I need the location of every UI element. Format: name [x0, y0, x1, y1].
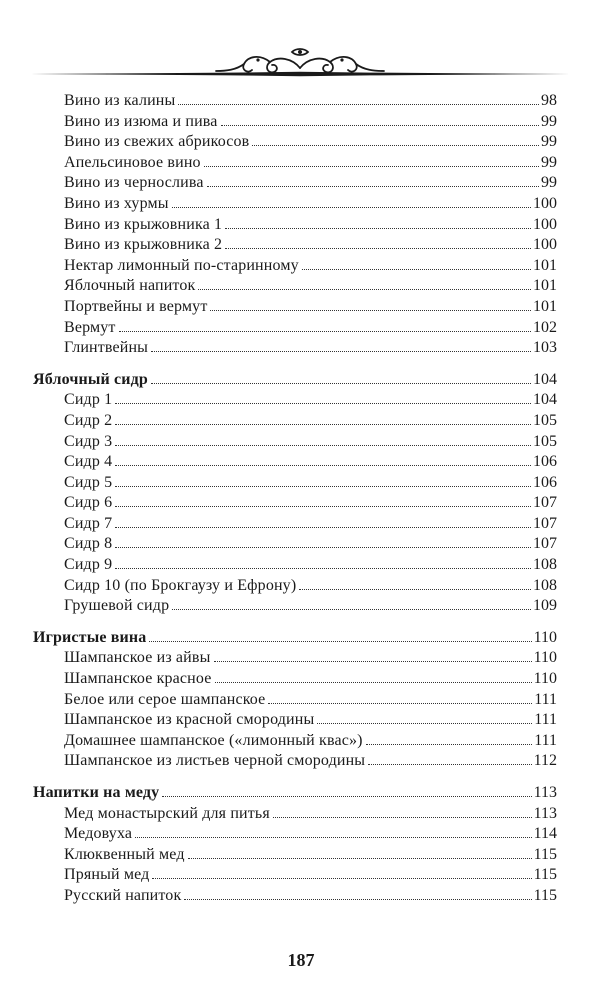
dot-leader [368, 763, 531, 765]
toc-entry-title: Клюквенный мед [64, 845, 185, 863]
toc-entry-title: Глинтвейны [64, 339, 149, 357]
toc-entry [33, 576, 557, 597]
toc-entry-title: Яблочный напиток [64, 277, 196, 295]
toc-entry-title: Шампанское из листьев черной смородины [64, 752, 366, 770]
toc-entry-page: 105 [533, 432, 557, 450]
toc-entry [33, 256, 557, 277]
dot-leader [115, 546, 531, 548]
toc-heading-title: Яблочный сидр [33, 370, 148, 388]
toc-entry [33, 865, 557, 886]
toc-entry-page: 112 [533, 752, 557, 770]
toc-heading-page: 110 [533, 628, 557, 646]
toc-entry [33, 824, 557, 845]
toc-entry-title: Сидр 1 [64, 391, 113, 409]
dot-leader [115, 423, 531, 425]
toc-entry [33, 235, 557, 256]
toc-entry [33, 452, 557, 473]
toc-entry-page: 104 [533, 391, 557, 409]
dot-leader [172, 206, 531, 208]
toc-entry-page: 102 [533, 318, 557, 336]
toc-entry [33, 731, 557, 752]
toc-entry-page: 101 [533, 277, 557, 295]
toc-entry-title: Сидр 6 [64, 494, 113, 512]
dot-leader [204, 165, 539, 167]
toc-entry-page: 114 [533, 825, 557, 843]
toc-entry [33, 112, 557, 133]
toc-entry-title: Сидр 5 [64, 473, 113, 491]
toc-entry-title: Сидр 4 [64, 453, 113, 471]
toc-entry-title: Сидр 7 [64, 514, 113, 532]
toc-entry-page: 99 [541, 133, 557, 151]
dot-leader [172, 608, 531, 610]
toc-entry-title: Шампанское красное [64, 670, 212, 688]
dot-leader [366, 743, 533, 745]
toc-entry-title: Пряный мед [64, 866, 150, 884]
toc-entry [33, 648, 557, 669]
page-number: 187 [287, 950, 315, 970]
dot-leader [207, 185, 539, 187]
toc-entry-title: Нектар лимонный по-старинному [64, 256, 299, 274]
toc-entry-page: 99 [541, 174, 557, 192]
dot-leader [115, 464, 531, 466]
dot-leader [214, 660, 532, 662]
dot-leader [115, 485, 531, 487]
toc-entry-title: Домашнее шампанское («лимонный квас») [64, 731, 363, 749]
toc-entry-title: Вино из свежих абрикосов [64, 133, 250, 151]
toc-entry-title: Сидр 9 [64, 556, 113, 574]
toc-entry-page: 111 [534, 731, 557, 749]
toc-entry [33, 297, 557, 318]
dot-leader [162, 795, 531, 797]
toc-entry [33, 411, 557, 432]
toc-entry-title: Медовуха [64, 825, 133, 843]
dot-leader [135, 836, 531, 838]
header-ornament-icon [30, 44, 570, 84]
dot-leader [115, 526, 531, 528]
toc-entry-page: 101 [533, 297, 557, 315]
dot-leader [302, 268, 531, 270]
toc-section-heading [33, 783, 557, 804]
dot-leader [188, 857, 532, 859]
toc-entry-title: Вино из чернослива [64, 174, 204, 192]
toc-entry-title: Грушевой сидр [64, 597, 170, 615]
toc-section-heading [33, 628, 557, 649]
dot-leader [317, 722, 532, 724]
toc-entry-title: Мед монастырский для питья [64, 804, 270, 822]
toc-entry-page: 108 [533, 576, 557, 594]
toc-entry [33, 473, 557, 494]
dot-leader [115, 402, 531, 404]
toc-entry [33, 710, 557, 731]
toc-entry-page: 100 [533, 194, 557, 212]
toc-entry [33, 669, 557, 690]
dot-leader [225, 247, 531, 249]
dot-leader [252, 144, 539, 146]
toc-entry-page: 98 [541, 92, 557, 109]
toc-entry [33, 194, 557, 215]
toc-entry-page: 101 [533, 256, 557, 274]
toc-entry-page: 109 [533, 597, 557, 615]
toc-entry-title: Апельсиновое вино [64, 153, 201, 171]
toc-entry [33, 534, 557, 555]
toc-entry-title: Сидр 10 (по Брокгаузу и Ефрону) [64, 576, 297, 594]
dot-leader [221, 124, 539, 126]
toc-entry-title: Белое или серое шампанское [64, 690, 266, 708]
dot-leader [119, 330, 531, 332]
dot-leader [151, 382, 531, 384]
dot-leader [215, 681, 532, 683]
toc-entry-page: 108 [533, 556, 557, 574]
toc-entry [33, 153, 557, 174]
toc-entry-page: 99 [541, 153, 557, 171]
toc-entry [33, 555, 557, 576]
toc-entry-title: Шампанское из айвы [64, 649, 211, 667]
toc-entry-page: 106 [533, 473, 557, 491]
toc-section-sparkling-wines [33, 628, 557, 772]
toc-entry-title: Вино из крыжовника 2 [64, 236, 223, 254]
toc-entry-page: 106 [533, 453, 557, 471]
toc-entry-title: Вино из изюма и пива [64, 112, 218, 130]
toc-entry-title: Сидр 3 [64, 432, 113, 450]
toc-entry-page: 105 [533, 411, 557, 429]
toc-entry [33, 804, 557, 825]
toc-entry-page: 115 [533, 886, 557, 904]
toc-heading-title: Игристые вина [33, 628, 147, 646]
toc-entry-title: Сидр 8 [64, 535, 113, 553]
dot-leader [268, 702, 532, 704]
toc-entry-page: 100 [533, 236, 557, 254]
dot-leader [115, 567, 531, 569]
toc-entry [33, 132, 557, 153]
toc-section-wines-continued [33, 91, 557, 359]
toc-section-heading [33, 370, 557, 391]
table-of-contents [33, 91, 557, 907]
toc-entry-page: 111 [534, 711, 557, 729]
dot-leader [198, 288, 531, 290]
dot-leader [225, 227, 531, 229]
toc-entry-page: 113 [533, 804, 557, 822]
toc-entry-title: Вино из хурмы [64, 194, 169, 212]
toc-entry [33, 493, 557, 514]
toc-heading-title: Напитки на меду [33, 784, 160, 801]
toc-entry-page: 115 [533, 845, 557, 863]
toc-section-honey-drinks [33, 783, 557, 907]
dot-leader [115, 505, 531, 507]
toc-entry-page: 103 [533, 339, 557, 357]
toc-entry-page: 110 [533, 649, 557, 667]
toc-entry [33, 751, 557, 772]
dot-leader [184, 898, 531, 900]
toc-entry [33, 215, 557, 236]
toc-entry-page: 110 [533, 670, 557, 688]
toc-entry [33, 91, 557, 112]
toc-entry-title: Вермут [64, 318, 116, 336]
toc-entry-page: 115 [533, 866, 557, 884]
toc-section-apple-cider [33, 370, 557, 617]
toc-entry-page: 107 [533, 514, 557, 532]
toc-entry-page: 107 [533, 535, 557, 553]
toc-entry [33, 276, 557, 297]
toc-entry-title: Шампанское из красной смородины [64, 711, 315, 729]
toc-heading-page: 104 [533, 370, 557, 388]
dot-leader [178, 103, 539, 105]
dot-leader [152, 877, 531, 879]
toc-entry-page: 99 [541, 112, 557, 130]
toc-entry-title: Сидр 2 [64, 411, 113, 429]
toc-entry [33, 173, 557, 194]
toc-entry [33, 432, 557, 453]
toc-entry-title: Портвейны и вермут [64, 297, 208, 315]
toc-entry-title: Русский напиток [64, 886, 182, 904]
dot-leader [149, 640, 531, 642]
toc-entry [33, 318, 557, 339]
toc-entry-page: 107 [533, 494, 557, 512]
toc-entry-title: Вино из крыжовника 1 [64, 215, 223, 233]
dot-leader [210, 309, 531, 311]
toc-entry [33, 596, 557, 617]
toc-entry [33, 845, 557, 866]
dot-leader [299, 588, 531, 590]
toc-entry [33, 886, 557, 907]
dot-leader [151, 350, 531, 352]
toc-entry [33, 338, 557, 359]
toc-entry [33, 690, 557, 711]
toc-entry-title: Вино из калины [64, 92, 176, 109]
toc-entry [33, 514, 557, 535]
toc-entry [33, 390, 557, 411]
dot-leader [273, 816, 532, 818]
dot-leader [115, 444, 531, 446]
toc-entry-page: 100 [533, 215, 557, 233]
toc-entry-page: 111 [534, 690, 557, 708]
toc-heading-page: 113 [533, 784, 557, 801]
